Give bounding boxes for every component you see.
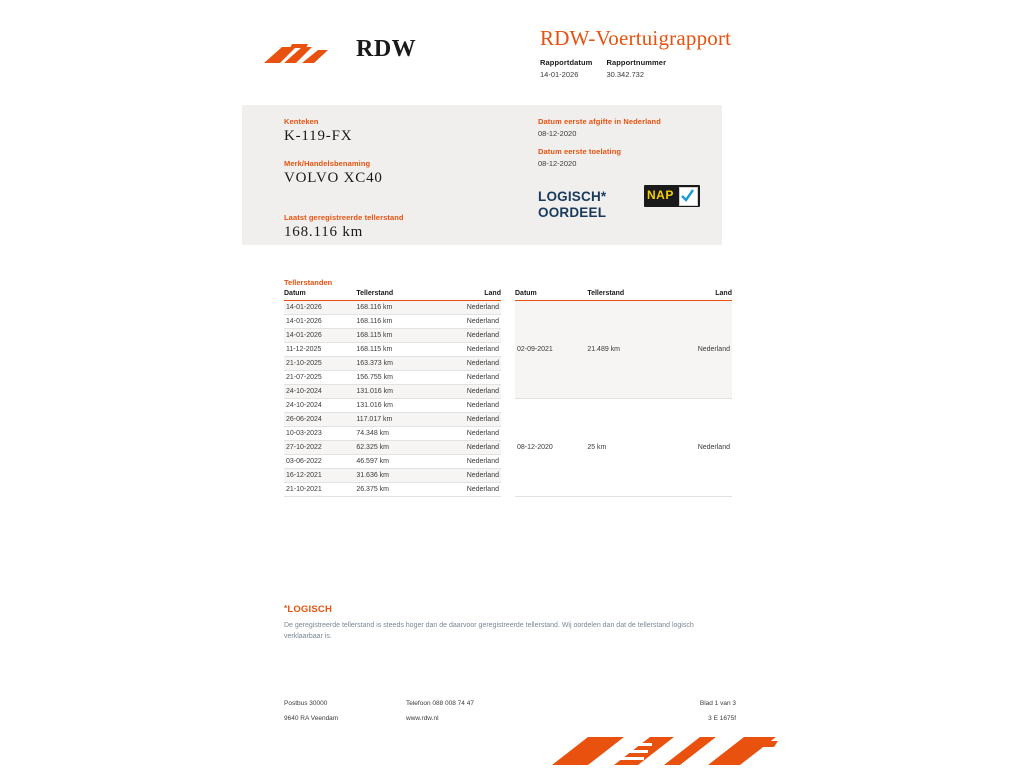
report-date-value: 14-01-2026 [540, 70, 579, 79]
last-odometer-label: Laatst geregistreerde tellerstand [284, 213, 404, 222]
column-header-odometer: Tellerstand [356, 290, 428, 301]
cell-odometer: 25 km [587, 399, 659, 497]
column-header-date: Datum [515, 290, 587, 301]
vehicle-summary-panel [242, 105, 722, 245]
rdw-logo [262, 32, 417, 72]
table-row [515, 301, 732, 399]
column-header-date: Datum [284, 290, 356, 301]
cell-country: Nederland [429, 301, 501, 315]
cell-country: Nederland [429, 357, 501, 371]
verdict-line-1: LOGISCH* [538, 189, 607, 204]
footer-form-code: 3 E 1675f [708, 715, 736, 722]
verdict-text [538, 189, 606, 221]
rdw-logo-text: RDW [356, 36, 417, 62]
footer-page-column [644, 700, 736, 730]
footer-website[interactable]: www.rdw.nl [406, 715, 439, 722]
cell-country: Nederland [429, 343, 501, 357]
cell-odometer: 163.373 km [356, 357, 428, 371]
document-header [242, 18, 742, 88]
mileage-table-right [515, 290, 732, 497]
cell-odometer: 21.489 km [587, 301, 659, 399]
first-admission-value: 08-12-2020 [538, 159, 577, 168]
table-row [284, 315, 501, 329]
table-row [284, 329, 501, 343]
cell-odometer: 26.375 km [356, 483, 428, 497]
report-number-label: Rapportnummer [606, 58, 667, 67]
rdw-footer-graphic-icon [552, 735, 792, 769]
table-row [284, 455, 501, 469]
cell-date: 24-10-2024 [284, 385, 356, 399]
table-row [284, 413, 501, 427]
verdict-line-2: OORDEEL [538, 205, 607, 220]
column-header-country: Land [429, 290, 501, 301]
cell-date: 11-12-2025 [284, 343, 356, 357]
cell-odometer: 131.016 km [356, 385, 428, 399]
table-row [284, 441, 501, 455]
cell-odometer: 168.116 km [356, 301, 428, 315]
cell-date: 26-06-2024 [284, 413, 356, 427]
cell-date: 21-10-2025 [284, 357, 356, 371]
cell-odometer: 131.016 km [356, 399, 428, 413]
cell-odometer: 168.115 km [356, 343, 428, 357]
rdw-logo-icon [262, 42, 330, 68]
footnote-star: * [284, 604, 288, 613]
footer-contact-column [406, 700, 474, 730]
column-header-odometer: Tellerstand [587, 290, 659, 301]
vehicle-identity-block [284, 117, 494, 187]
mileage-table-right-body [515, 301, 732, 497]
table-row [284, 301, 501, 315]
first-nl-issue-label: Datum eerste afgifte in Nederland [538, 117, 661, 126]
cell-country: Nederland [429, 371, 501, 385]
registration-dates-block [538, 117, 718, 168]
cell-odometer: 168.116 km [356, 315, 428, 329]
mileage-table-left [284, 290, 501, 497]
first-nl-issue-value: 08-12-2020 [538, 129, 577, 138]
footnote-body: De geregistreerde tellerstand is steeds hoger dan de daarvoor geregistreerde tellerstand. Wij oordelen dan dat de tellerstand logisch verklaarbaar is. [284, 622, 694, 640]
cell-date: 21-10-2021 [284, 483, 356, 497]
table-row [284, 483, 501, 497]
cell-date: 14-01-2026 [284, 315, 356, 329]
cell-date: 03-06-2022 [284, 455, 356, 469]
cell-date: 10-03-2023 [284, 427, 356, 441]
report-title: RDW-Voertuigrapport [540, 26, 732, 50]
cell-date: 08-12-2020 [515, 399, 587, 497]
first-admission-label: Datum eerste toelating [538, 147, 622, 156]
nap-badge-text: NAP [647, 188, 674, 202]
cell-odometer: 117.017 km [356, 413, 428, 427]
mileage-section [284, 278, 736, 497]
table-row [284, 427, 501, 441]
cell-date: 24-10-2024 [284, 399, 356, 413]
brand-label: Merk/Handelsbenaming [284, 159, 371, 168]
cell-country: Nederland [429, 315, 501, 329]
footer-address-line-1: Postbus 30000 [284, 700, 328, 707]
licence-plate-value: K-119-FX [284, 128, 353, 144]
table-row [284, 399, 501, 413]
licence-plate-label: Kenteken [284, 117, 319, 126]
cell-country: Nederland [429, 455, 501, 469]
cell-country: Nederland [429, 427, 501, 441]
table-row [284, 343, 501, 357]
table-row [284, 385, 501, 399]
cell-odometer: 62.325 km [356, 441, 428, 455]
brand-value: VOLVO XC40 [284, 170, 383, 186]
mileage-table-left-body [284, 301, 501, 497]
mileage-section-title: Tellerstanden [284, 278, 333, 287]
footer-address-line-2: 9640 RA Veendam [284, 715, 339, 722]
cell-odometer: 156.755 km [356, 371, 428, 385]
column-header-country: Land [660, 290, 732, 301]
cell-date: 27-10-2022 [284, 441, 356, 455]
cell-country: Nederland [429, 469, 501, 483]
table-row [284, 371, 501, 385]
last-odometer-value: 168.116 km [284, 224, 364, 240]
cell-date: 14-01-2026 [284, 329, 356, 343]
cell-country: Nederland [429, 399, 501, 413]
footer-address-column [284, 700, 338, 730]
cell-odometer: 31.636 km [356, 469, 428, 483]
cell-date: 21-07-2025 [284, 371, 356, 385]
last-odometer-block [284, 213, 514, 241]
cell-odometer: 74.348 km [356, 427, 428, 441]
report-meta [540, 58, 760, 79]
footnote-title [284, 604, 704, 615]
cell-odometer: 168.115 km [356, 329, 428, 343]
report-date-label: Rapportdatum [540, 58, 593, 67]
footnote-title-text: LOGISCH [287, 604, 333, 615]
cell-country: Nederland [660, 399, 732, 497]
check-icon [679, 187, 698, 206]
cell-country: Nederland [660, 301, 732, 399]
footer-phone: Telefoon 088 008 74 47 [406, 700, 474, 707]
nap-badge [644, 185, 700, 207]
table-header-row [515, 290, 732, 301]
report-number-value: 30.342.732 [606, 70, 644, 79]
cell-odometer: 46.597 km [356, 455, 428, 469]
cell-country: Nederland [429, 413, 501, 427]
table-row [284, 469, 501, 483]
table-header-row [284, 290, 501, 301]
report-date-block [540, 58, 602, 79]
cell-country: Nederland [429, 329, 501, 343]
footnote [284, 604, 704, 642]
footer-page-number: Blad 1 van 3 [699, 700, 736, 707]
cell-date: 14-01-2026 [284, 301, 356, 315]
table-row [284, 357, 501, 371]
cell-date: 16-12-2021 [284, 469, 356, 483]
cell-country: Nederland [429, 483, 501, 497]
cell-country: Nederland [429, 441, 501, 455]
report-number-block [606, 58, 666, 79]
table-row [515, 399, 732, 497]
cell-country: Nederland [429, 385, 501, 399]
cell-date: 02-09-2021 [515, 301, 587, 399]
